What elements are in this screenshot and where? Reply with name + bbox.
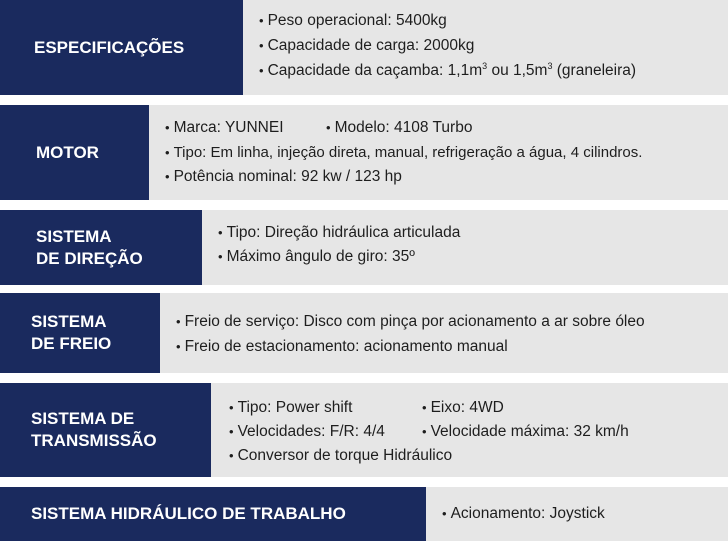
bullet-icon: •: [218, 225, 223, 240]
spec-item: • Capacidade da caçamba: $1,1m^3$ ou $1,5m^3$ (graneleira): [259, 60, 637, 79]
bullet-icon: •: [259, 13, 264, 28]
spec-item: • Eixo: 4WD: [422, 399, 504, 416]
spec-label-line: DE FREIO: [31, 334, 112, 353]
spec-item: • Freio de estacionamento: acionamento manual: [176, 338, 508, 355]
spec-row-hidraulico: [0, 487, 728, 541]
spec-label-line: SISTEMA DE: [31, 409, 135, 428]
bullet-icon: •: [176, 314, 181, 329]
spec-label: [0, 210, 202, 285]
bullet-icon: •: [176, 339, 181, 354]
bullet-icon: •: [229, 424, 234, 439]
spec-label-line: DE DIREÇÃO: [36, 248, 143, 268]
spec-label-line: MOTOR: [36, 142, 99, 162]
bullet-icon: •: [229, 448, 234, 463]
spec-item: • Capacidade de carga: 2000kg: [259, 37, 475, 54]
spec-label-line: SISTEMA: [31, 312, 107, 331]
spec-item: • Tipo: Em linha, injeção direta, manual, refrigeração a água, 4 cilindros.: [165, 144, 643, 161]
bullet-icon: •: [165, 145, 170, 160]
spec-item: • Peso operacional: 5400kg: [259, 12, 447, 29]
spec-item: • Máximo ângulo de giro: 35º: [218, 248, 415, 265]
spec-item: • Marca: YUNNEI: [165, 119, 284, 136]
spec-item: • Freio de serviço: Disco com pinça por acionamento a ar sobre óleo: [176, 313, 645, 330]
bullet-icon: •: [229, 400, 234, 415]
spec-label: [0, 487, 426, 541]
bullet-icon: •: [165, 169, 170, 184]
spec-label-line: SISTEMA HIDRÁULICO DE TRABALHO: [31, 504, 346, 523]
spec-item: • Acionamento: Joystick: [442, 505, 605, 522]
bullet-icon: •: [259, 38, 264, 53]
spec-item: • Velocidades: F/R: 4/4: [229, 423, 385, 440]
spec-label-line: SISTEMA: [36, 226, 112, 246]
spec-row-direcao: [0, 210, 728, 285]
spec-item: • Conversor de torque Hidráulico: [229, 447, 453, 464]
spec-row-motor: [0, 105, 728, 200]
spec-label: [0, 0, 243, 95]
spec-body: [426, 487, 728, 541]
spec-item: • Tipo: Direção hidráulica articulada: [218, 224, 461, 241]
bullet-icon: •: [165, 120, 170, 135]
bullet-icon: •: [259, 63, 264, 78]
bullet-icon: •: [422, 400, 427, 415]
bullet-icon: •: [442, 506, 447, 521]
spec-item: • Velocidade máxima: 32 km/h: [422, 423, 629, 440]
bullet-icon: •: [326, 120, 331, 135]
spec-item: • Tipo: Power shift: [229, 399, 353, 416]
spec-body: [160, 293, 728, 373]
spec-body: [211, 383, 728, 477]
spec-label: [0, 105, 149, 200]
spec-item: • Potência nominal: 92 kw / 123 hp: [165, 168, 402, 185]
bullet-icon: •: [422, 424, 427, 439]
bullet-icon: •: [218, 249, 223, 264]
spec-label-line: ESPECIFICAÇÕES: [34, 37, 185, 57]
spec-row-freio: [0, 293, 728, 373]
spec-row-especificacoes: [0, 0, 728, 95]
spec-body: [149, 105, 728, 200]
spec-row-transmissao: [0, 383, 728, 477]
spec-item: • Modelo: 4108 Turbo: [326, 119, 473, 136]
spec-body: [243, 0, 728, 95]
spec-label: [0, 293, 160, 373]
spec-label-line: TRANSMISSÃO: [31, 431, 157, 450]
spec-body: [202, 210, 728, 285]
spec-label: [0, 383, 211, 477]
